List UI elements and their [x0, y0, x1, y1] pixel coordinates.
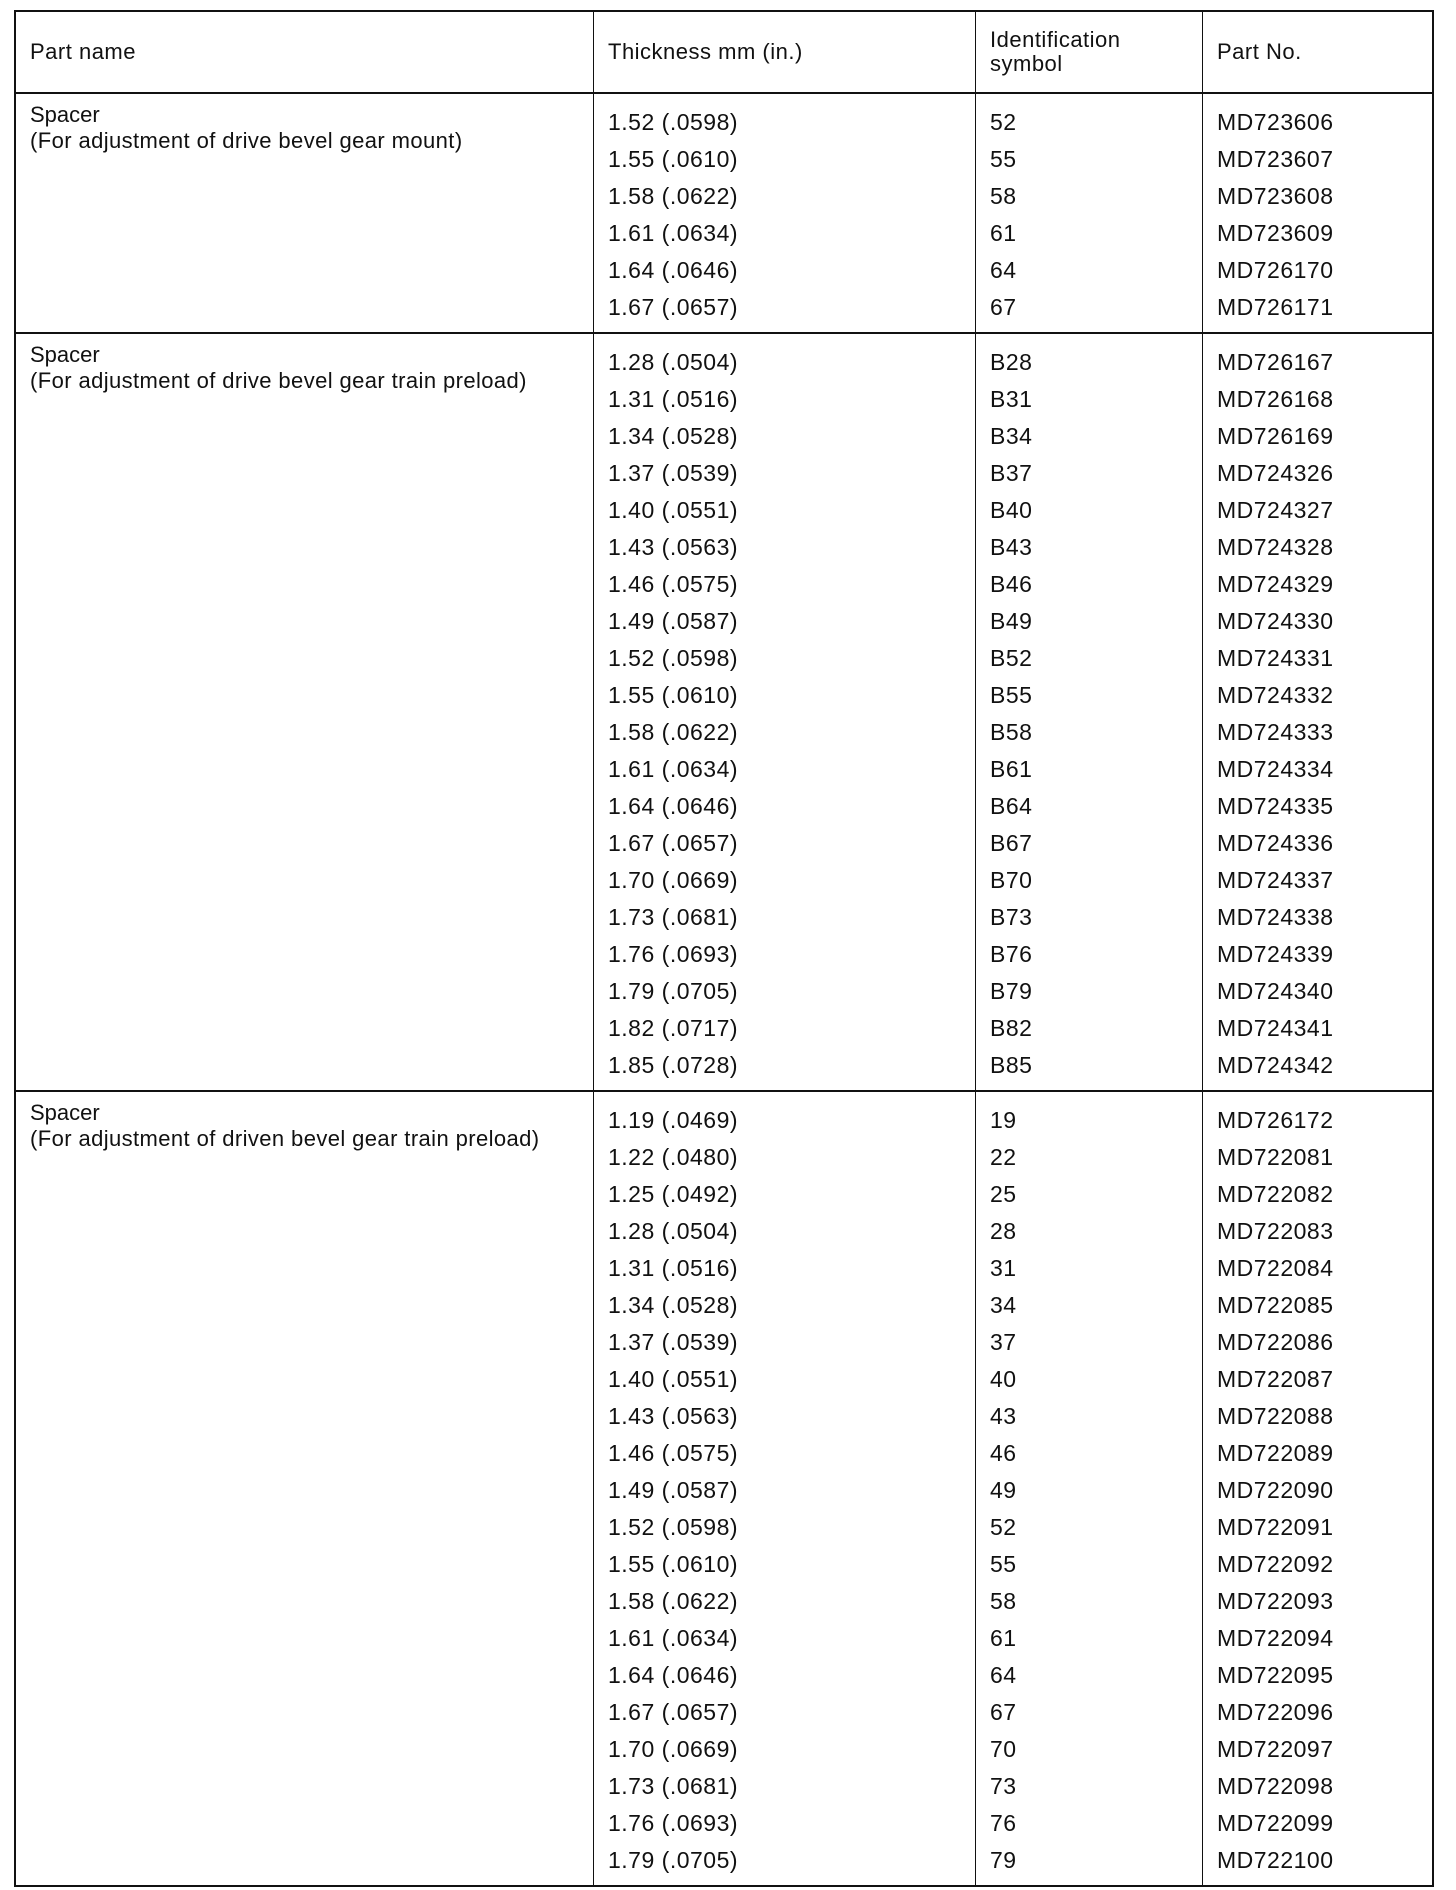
identification-symbol-cell: B64	[990, 793, 1033, 819]
thickness-cell: 1.85 (.0728)	[608, 1052, 739, 1078]
thickness-cell: 1.37 (.0539)	[608, 460, 739, 486]
part-no-cell: MD722091	[1217, 1514, 1334, 1540]
thickness-cell: 1.73 (.0681)	[608, 1773, 739, 1799]
part-no-cell: MD722081	[1217, 1144, 1334, 1170]
thickness-cell: 1.79 (.0705)	[608, 1847, 739, 1873]
identification-symbol-cell: 34	[990, 1292, 1017, 1318]
identification-symbol-column	[976, 94, 1203, 332]
thickness-cell: 1.76 (.0693)	[608, 941, 739, 967]
part-no-cell: MD722096	[1217, 1699, 1334, 1725]
thickness-cell: 1.40 (.0551)	[608, 1366, 739, 1392]
part-no-cell: MD723607	[1217, 146, 1334, 172]
part-name-cell	[16, 94, 594, 332]
thickness-column	[594, 334, 976, 1090]
thickness-cell: 1.67 (.0657)	[608, 830, 739, 856]
part-no-cell: MD722086	[1217, 1329, 1334, 1355]
part-no-cell: MD723609	[1217, 220, 1334, 246]
part-no-column	[1203, 94, 1432, 332]
thickness-cell: 1.46 (.0575)	[608, 571, 739, 597]
thickness-cell: 1.40 (.0551)	[608, 497, 739, 523]
identification-symbol-cell: 52	[990, 1514, 1017, 1540]
thickness-cell: 1.79 (.0705)	[608, 978, 739, 1004]
identification-symbol-cell: 31	[990, 1255, 1017, 1281]
identification-symbol-cell: 28	[990, 1218, 1017, 1244]
thickness-cell: 1.73 (.0681)	[608, 904, 739, 930]
identification-symbol-cell: B31	[990, 386, 1033, 412]
part-no-cell: MD724327	[1217, 497, 1334, 523]
part-name-description: (For adjustment of drive bevel gear train preload)	[30, 368, 527, 393]
identification-symbol-column	[976, 334, 1203, 1090]
part-no-cell: MD723606	[1217, 109, 1334, 135]
part-no-cell: MD724341	[1217, 1015, 1334, 1041]
part-name-cell	[16, 334, 594, 1090]
identification-symbol-cell: 25	[990, 1181, 1017, 1207]
thickness-cell: 1.70 (.0669)	[608, 1736, 739, 1762]
thickness-cell: 1.43 (.0563)	[608, 1403, 739, 1429]
identification-symbol-cell: 58	[990, 183, 1017, 209]
identification-symbol-cell: B52	[990, 645, 1033, 671]
identification-symbol-cell: B58	[990, 719, 1033, 745]
thickness-cell: 1.19 (.0469)	[608, 1107, 739, 1133]
part-no-cell: MD724336	[1217, 830, 1334, 856]
identification-symbol-cell: B67	[990, 830, 1033, 856]
part-no-cell: MD722085	[1217, 1292, 1334, 1318]
thickness-cell: 1.34 (.0528)	[608, 1292, 739, 1318]
thickness-cell: 1.46 (.0575)	[608, 1440, 739, 1466]
part-no-cell: MD724340	[1217, 978, 1334, 1004]
identification-symbol-cell: B61	[990, 756, 1033, 782]
part-no-cell: MD723608	[1217, 183, 1334, 209]
thickness-cell: 1.67 (.0657)	[608, 294, 739, 320]
thickness-cell: 1.61 (.0634)	[608, 220, 739, 246]
identification-symbol-cell: B49	[990, 608, 1033, 634]
identification-symbol-cell: 46	[990, 1440, 1017, 1466]
identification-symbol-cell: 61	[990, 1625, 1017, 1651]
part-no-cell: MD722093	[1217, 1588, 1334, 1614]
part-no-column	[1203, 1092, 1432, 1885]
part-no-cell: MD726167	[1217, 349, 1334, 375]
identification-symbol-cell: 37	[990, 1329, 1017, 1355]
thickness-cell: 1.52 (.0598)	[608, 109, 739, 135]
identification-symbol-cell: 67	[990, 1699, 1017, 1725]
identification-symbol-cell: 70	[990, 1736, 1017, 1762]
identification-symbol-cell: 73	[990, 1773, 1017, 1799]
identification-symbol-cell: 79	[990, 1847, 1017, 1873]
thickness-cell: 1.64 (.0646)	[608, 1662, 739, 1688]
identification-symbol-cell: B76	[990, 941, 1033, 967]
header-ident-line1: Identification	[990, 27, 1121, 52]
part-name-title: Spacer	[30, 342, 100, 367]
part-no-cell: MD726168	[1217, 386, 1334, 412]
thickness-cell: 1.61 (.0634)	[608, 756, 739, 782]
identification-symbol-cell: 43	[990, 1403, 1017, 1429]
table-header	[16, 12, 1432, 94]
identification-symbol-cell: B34	[990, 423, 1033, 449]
thickness-cell: 1.22 (.0480)	[608, 1144, 739, 1170]
thickness-cell: 1.49 (.0587)	[608, 1477, 739, 1503]
part-no-cell: MD724332	[1217, 682, 1334, 708]
part-no-cell: MD722094	[1217, 1625, 1334, 1651]
identification-symbol-cell: 19	[990, 1107, 1017, 1133]
table-group	[16, 94, 1432, 334]
part-name-title: Spacer	[30, 102, 100, 127]
part-no-cell: MD722084	[1217, 1255, 1334, 1281]
identification-symbol-cell: 64	[990, 257, 1017, 283]
part-no-cell: MD722088	[1217, 1403, 1334, 1429]
identification-symbol-cell: 22	[990, 1144, 1017, 1170]
thickness-cell: 1.43 (.0563)	[608, 534, 739, 560]
thickness-cell: 1.82 (.0717)	[608, 1015, 739, 1041]
part-no-cell: MD726170	[1217, 257, 1334, 283]
thickness-cell: 1.58 (.0622)	[608, 183, 739, 209]
table-body	[16, 94, 1432, 1885]
part-name-cell	[16, 1092, 594, 1885]
thickness-cell: 1.52 (.0598)	[608, 645, 739, 671]
part-no-cell: MD722098	[1217, 1773, 1334, 1799]
thickness-cell: 1.31 (.0516)	[608, 1255, 739, 1281]
thickness-cell: 1.28 (.0504)	[608, 349, 739, 375]
table-group	[16, 1092, 1432, 1885]
identification-symbol-cell: B37	[990, 460, 1033, 486]
identification-symbol-cell: 76	[990, 1810, 1017, 1836]
part-no-cell: MD722089	[1217, 1440, 1334, 1466]
header-ident-line2: symbol	[990, 51, 1063, 76]
thickness-cell: 1.64 (.0646)	[608, 793, 739, 819]
part-no-cell: MD722097	[1217, 1736, 1334, 1762]
part-no-cell: MD722090	[1217, 1477, 1334, 1503]
part-no-cell: MD724333	[1217, 719, 1334, 745]
part-name-title: Spacer	[30, 1100, 100, 1125]
thickness-cell: 1.55 (.0610)	[608, 146, 739, 172]
thickness-cell: 1.52 (.0598)	[608, 1514, 739, 1540]
identification-symbol-cell: 52	[990, 109, 1017, 135]
thickness-cell: 1.70 (.0669)	[608, 867, 739, 893]
part-no-cell: MD724330	[1217, 608, 1334, 634]
identification-symbol-cell: 58	[990, 1588, 1017, 1614]
identification-symbol-cell: 67	[990, 294, 1017, 320]
thickness-cell: 1.28 (.0504)	[608, 1218, 739, 1244]
part-no-cell: MD724335	[1217, 793, 1334, 819]
parts-table	[14, 10, 1434, 1887]
part-no-cell: MD722095	[1217, 1662, 1334, 1688]
identification-symbol-cell: B43	[990, 534, 1033, 560]
part-no-cell: MD724342	[1217, 1052, 1334, 1078]
part-no-cell: MD722099	[1217, 1810, 1334, 1836]
part-no-cell: MD726172	[1217, 1107, 1334, 1133]
part-no-cell: MD722087	[1217, 1366, 1334, 1392]
identification-symbol-cell: 49	[990, 1477, 1017, 1503]
part-no-column	[1203, 334, 1432, 1090]
part-no-cell: MD724337	[1217, 867, 1334, 893]
part-no-cell: MD724328	[1217, 534, 1334, 560]
thickness-column	[594, 94, 976, 332]
header-identification-symbol	[976, 12, 1203, 92]
part-no-cell: MD724338	[1217, 904, 1334, 930]
thickness-cell: 1.49 (.0587)	[608, 608, 739, 634]
identification-symbol-cell: 64	[990, 1662, 1017, 1688]
identification-symbol-cell: B46	[990, 571, 1033, 597]
thickness-cell: 1.58 (.0622)	[608, 1588, 739, 1614]
thickness-cell: 1.31 (.0516)	[608, 386, 739, 412]
thickness-cell: 1.55 (.0610)	[608, 682, 739, 708]
identification-symbol-cell: B85	[990, 1052, 1033, 1078]
identification-symbol-cell: B73	[990, 904, 1033, 930]
thickness-cell: 1.25 (.0492)	[608, 1181, 739, 1207]
identification-symbol-cell: 55	[990, 146, 1017, 172]
header-part-name: Part name	[16, 12, 594, 92]
identification-symbol-cell: B70	[990, 867, 1033, 893]
identification-symbol-cell: 61	[990, 220, 1017, 246]
part-no-cell: MD722082	[1217, 1181, 1334, 1207]
identification-symbol-cell: B55	[990, 682, 1033, 708]
part-name-description: (For adjustment of driven bevel gear train preload)	[30, 1126, 540, 1151]
thickness-cell: 1.61 (.0634)	[608, 1625, 739, 1651]
header-part-no: Part No.	[1217, 39, 1302, 64]
part-no-cell: MD724329	[1217, 571, 1334, 597]
part-no-cell: MD726169	[1217, 423, 1334, 449]
part-no-cell: MD724334	[1217, 756, 1334, 782]
identification-symbol-cell: B28	[990, 349, 1033, 375]
thickness-cell: 1.58 (.0622)	[608, 719, 739, 745]
identification-symbol-column	[976, 1092, 1203, 1885]
thickness-cell: 1.34 (.0528)	[608, 423, 739, 449]
thickness-cell: 1.67 (.0657)	[608, 1699, 739, 1725]
part-no-cell: MD726171	[1217, 294, 1334, 320]
header-thickness: Thickness mm (in.)	[594, 12, 976, 92]
part-no-cell: MD722100	[1217, 1847, 1334, 1873]
thickness-column	[594, 1092, 976, 1885]
identification-symbol-cell: 40	[990, 1366, 1017, 1392]
thickness-cell: 1.64 (.0646)	[608, 257, 739, 283]
thickness-cell: 1.37 (.0539)	[608, 1329, 739, 1355]
part-no-cell: MD724339	[1217, 941, 1334, 967]
thickness-cell: 1.76 (.0693)	[608, 1810, 739, 1836]
identification-symbol-cell: B82	[990, 1015, 1033, 1041]
part-no-cell: MD724331	[1217, 645, 1334, 671]
part-no-cell: MD722083	[1217, 1218, 1334, 1244]
thickness-cell: 1.55 (.0610)	[608, 1551, 739, 1577]
identification-symbol-cell: B40	[990, 497, 1033, 523]
part-name-description: (For adjustment of drive bevel gear mount)	[30, 128, 463, 153]
part-no-cell: MD722092	[1217, 1551, 1334, 1577]
identification-symbol-cell: 55	[990, 1551, 1017, 1577]
part-no-cell: MD724326	[1217, 460, 1334, 486]
identification-symbol-cell: B79	[990, 978, 1033, 1004]
table-group	[16, 334, 1432, 1092]
